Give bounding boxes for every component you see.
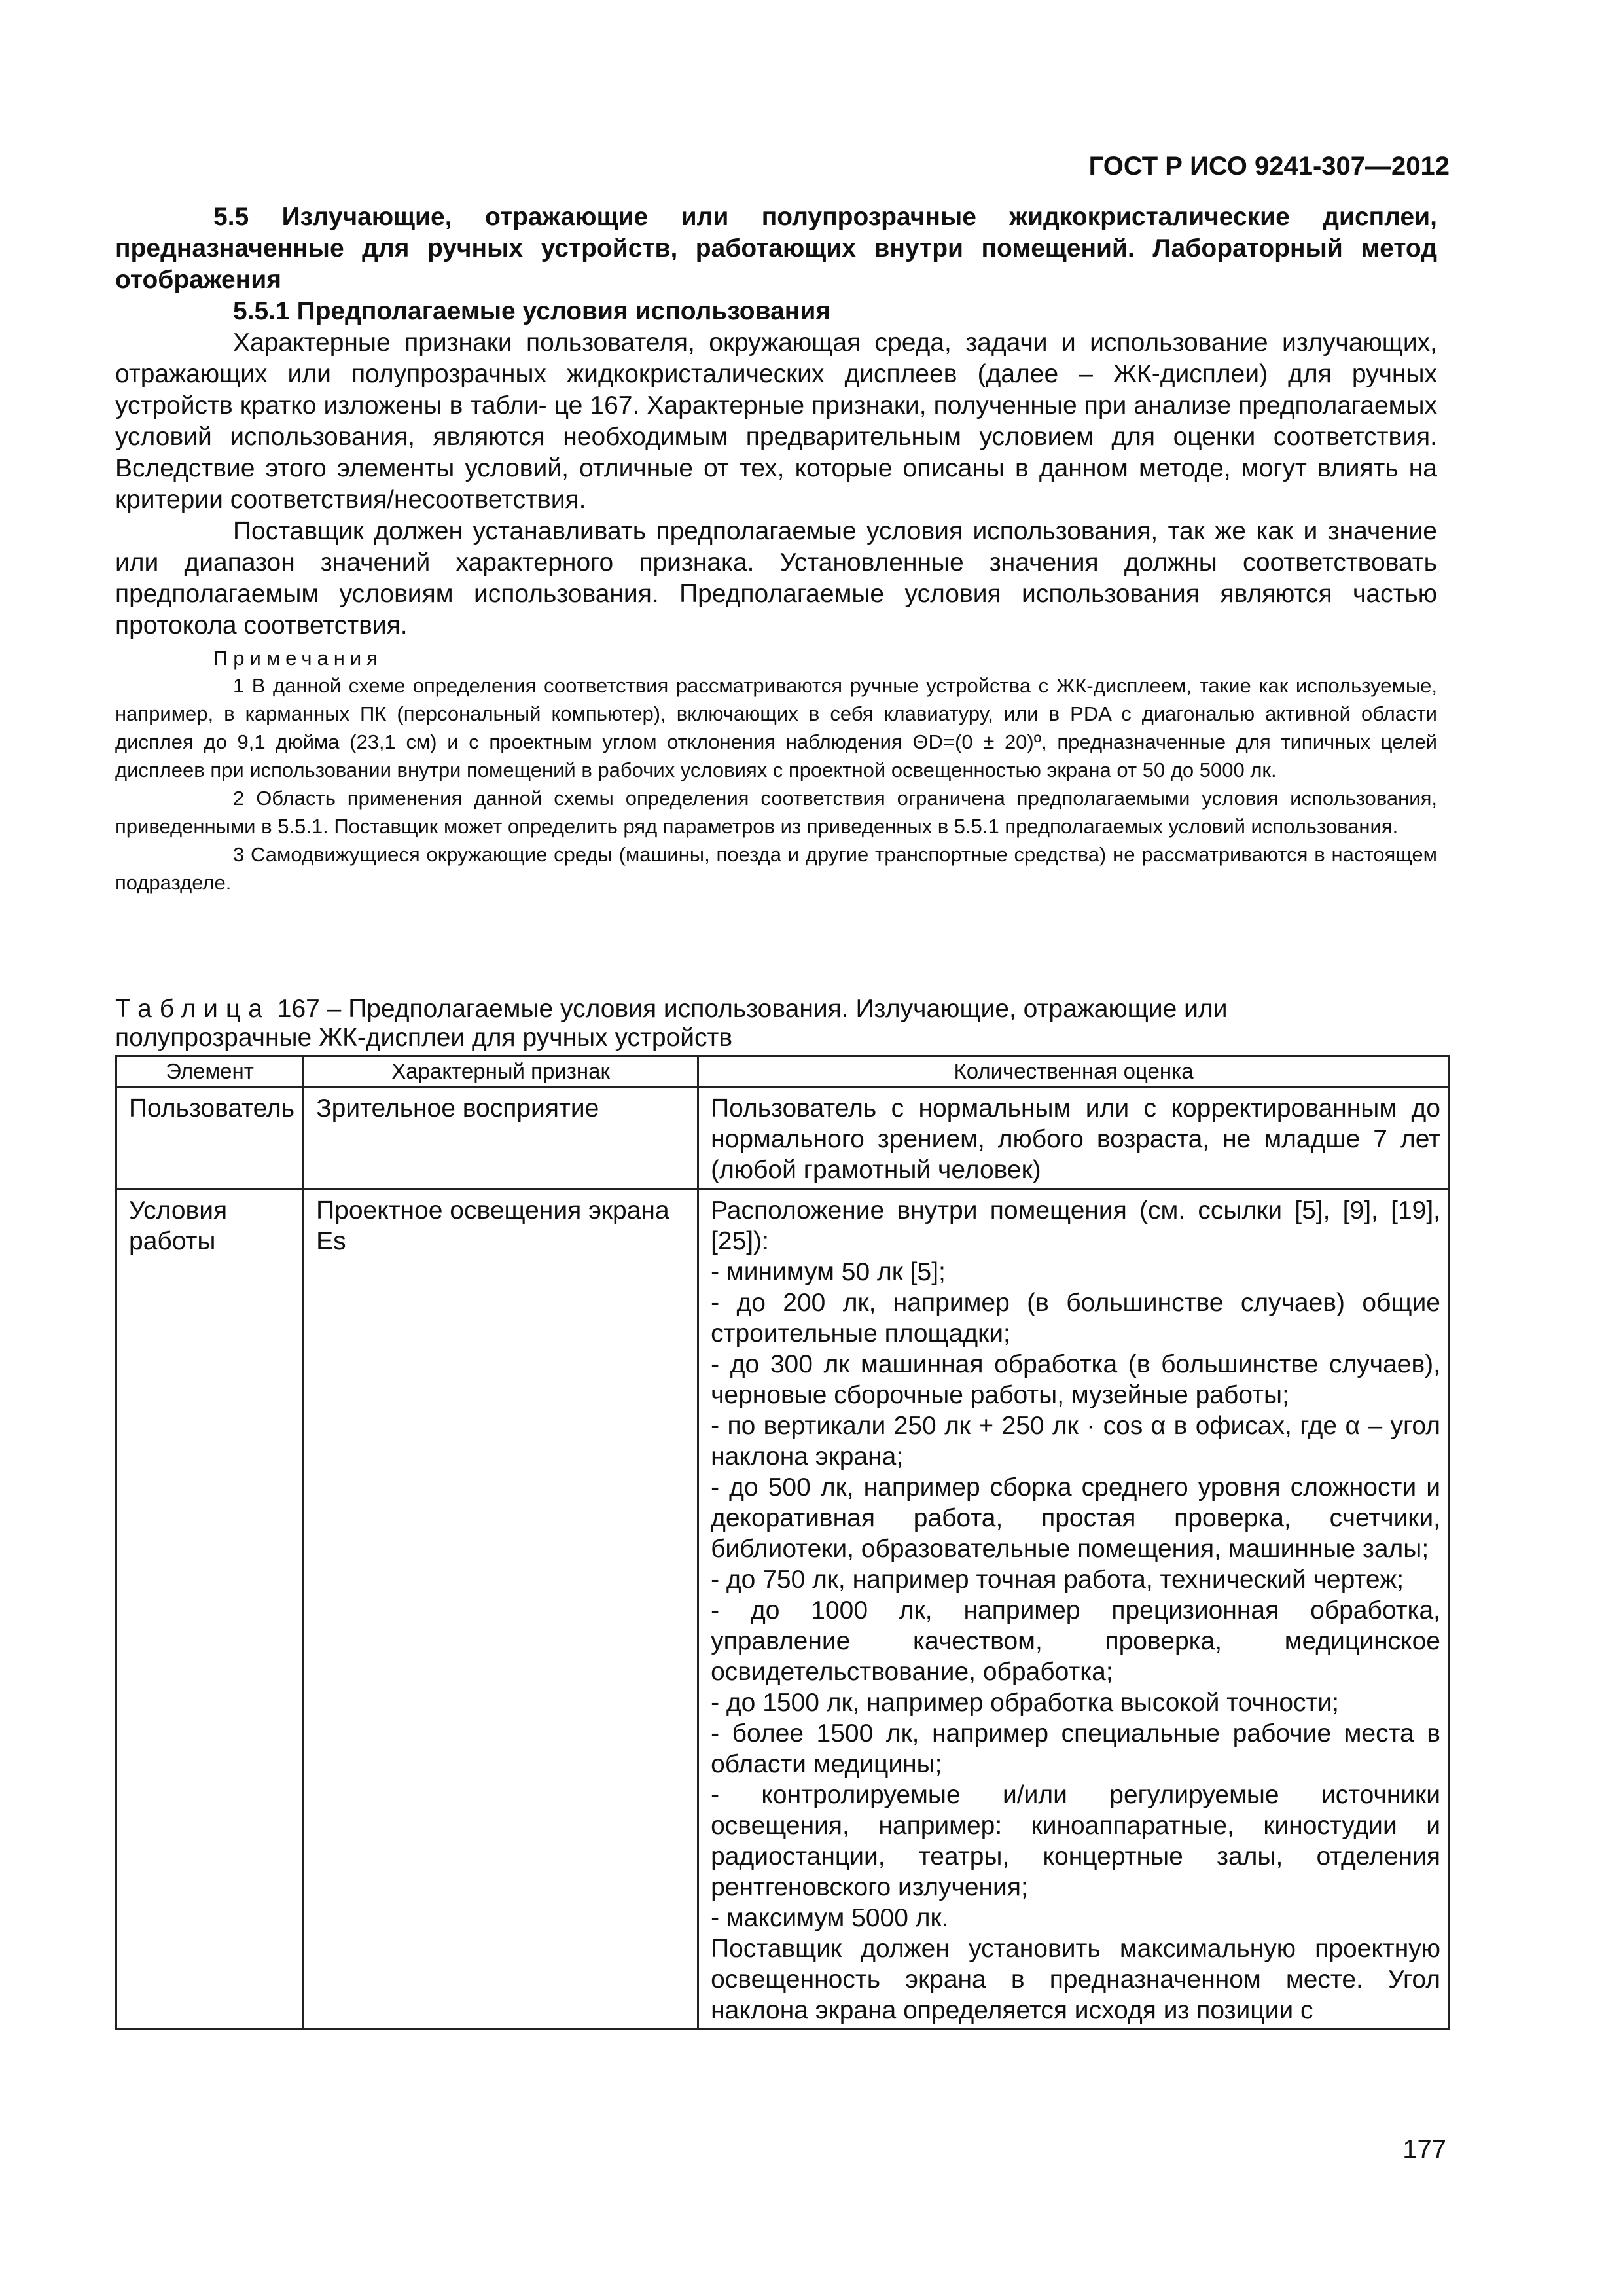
table-header-row [116,1056,1450,1087]
notes-heading: Примечания [213,647,383,670]
assessment-line: - до 1000 лк, например прецизионная обработка, управление качеством, проверка, медицинское освидетельствование, обработка; [711,1596,1440,1686]
table-caption [115,995,1424,1052]
assessment-line: - минимум 50 лк [5]; [711,1258,946,1286]
table-row [116,1087,1450,1189]
column-header: Количественная оценка [698,1056,1450,1087]
assessment-line: - до 500 лк, например сборка среднего уровня сложности и декоративная работа, простая проверка, счетчики, библиотеки, образовательные помещения, машинные залы; [711,1473,1440,1563]
feature-cell: Зрительное восприятие [304,1087,698,1189]
assessment-line: - до 1500 лк, например обработка высокой точности; [711,1689,1339,1717]
assessment-line: - до 750 лк, например точная работа, технический чертеж; [711,1566,1404,1594]
column-header: Элемент [116,1056,304,1087]
assessment-line: - до 200 лк, например (в большинстве случаев) общие строительные площадки; [711,1289,1440,1348]
subsection-title: 5.5.1 Предполагаемые условия использования [233,297,831,325]
page-number: 177 [1402,2135,1446,2164]
feature-cell: Проектное освещения экрана Es [304,1189,698,2030]
usage-conditions-table [115,1055,1450,2030]
section-body [115,202,1437,897]
table-row [116,1189,1450,2030]
note-item: 2 Область применения данной схемы определения соответствия ограничена предполагаемыми условия использования, приведенными в 5.5.1. Поставщик может определить ряд параметров из приведенных в 5.5.1 предполагаемых условий использования. [115,787,1437,838]
paragraph: Характерные признаки пользователя, окружающая среда, задачи и использование излучающих, отражающих или полупрозрачных жидкокристалических дисплеев (далее – ЖК-дисплеи) для ручных устройств кратко изложены в табли- це 167. Характерные признаки, полученные при анализе предполагаемых условий использования, являются необходимым предварительным условием для оценки соответствия. Вследствие этого элементы условий, отличные от тех, которые описаны в данном методе, могут влиять на критерии соответствия/несоответствия. [115,329,1437,514]
assessment-cell [698,1189,1450,2030]
assessment-line: Пользователь с нормальным или с корректированным до нормального зрением, любого возраста, не младше 7 лет (любой грамотный человек) [711,1094,1440,1184]
table-caption-label: Таблица [115,995,270,1023]
column-header: Характерный признак [304,1056,698,1087]
table-caption-text: 167 – Предполагаемые условия использования. Излучающие, отражающие или полупрозрачные ЖК-дисплеи для ручных устройств [115,995,1228,1052]
paragraph: Поставщик должен устанавливать предполагаемые условия использования, так же как и значение или диапазон значений характерного признака. Установленные значения должны соответствовать предполагаемым условиям использования. Предполагаемые условия использования являются частью протокола соответствия. [115,517,1437,639]
assessment-line: - до 300 лк машинная обработка (в большинстве случаев), черновые сборочные работы, музейные работы; [711,1350,1440,1409]
assessment-line: - контролируемые и/или регулируемые источники освещения, например: киноаппаратные, киностудии и радиостанции, театры, концертные залы, отделения рентгеновского излучения; [711,1781,1440,1901]
assessment-line: Поставщик должен установить максимальную проектную освещенность экрана в предназначенном месте. Угол наклона экрана определяется исходя из позиции с [711,1935,1440,2024]
standard-header: ГОСТ Р ИСО 9241-307—2012 [1088,152,1450,181]
assessment-line: - по вертикали 250 лк + 250 лк · cos α в офисах, где α – угол наклона экрана; [711,1412,1440,1471]
assessment-line: - более 1500 лк, например специальные рабочие места в области медицины; [711,1719,1440,1778]
assessment-line: Расположение внутри помещения (см. ссылки [5], [9], [19], [25]): [711,1196,1440,1255]
note-item: 1 В данной схеме определения соответствия рассматриваются ручные устройства с ЖК-дисплеем, такие как используемые, например, в карманных ПК (персональный компьютер), включающих в себя клавиатуру, или в PDA с диагональю активной области дисплея до 9,1 дюйма (23,1 см) и с проектным углом отклонения наблюдения ΘD=(0 ± 20)º, предназначенные для типичных целей дисплеев при использовании внутри помещений в рабочих условиях с проектной освещенностью экрана от 50 до 5000 лк. [115,674,1437,781]
assessment-cell [698,1087,1450,1189]
element-cell: Пользователь [116,1087,304,1189]
element-cell: Условия работы [116,1189,304,2030]
assessment-line: - максимум 5000 лк. [711,1904,949,1932]
note-item: 3 Самодвижущиеся окружающие среды (машины, поезда и другие транспортные средства) не рассматриваются в настоящем подразделе. [115,843,1437,894]
section-title: 5.5 Излучающие, отражающие или полупрозрачные жидкокристалические дисплеи, предназначенные для ручных устройств, работающих внутри помещений. Лабораторный метод отображения [115,203,1437,294]
